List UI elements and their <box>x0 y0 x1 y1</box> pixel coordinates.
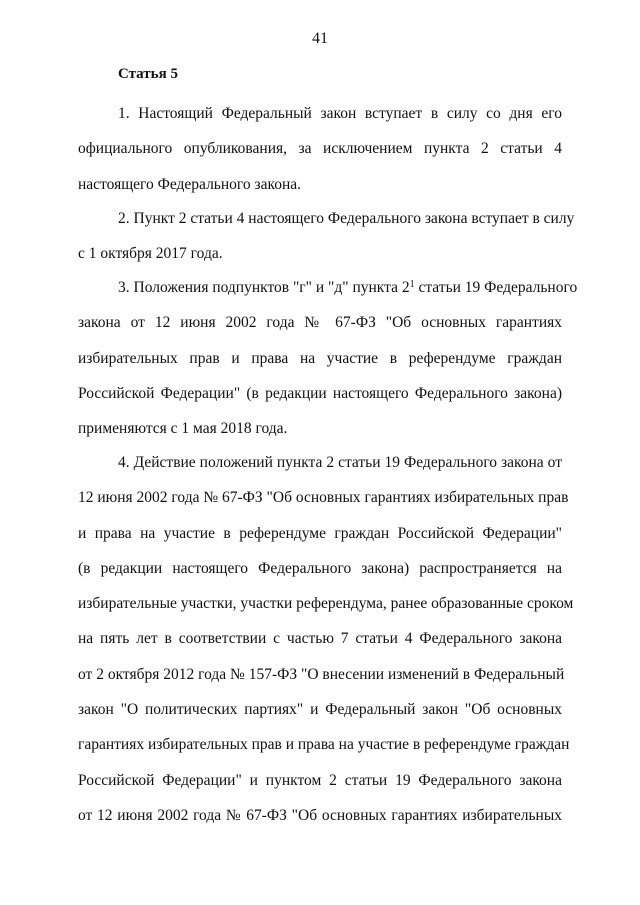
article-title: Статья 5 <box>118 66 178 82</box>
line-text: 3. Положения подпунктов "г" и "д" пункта 2 <box>118 279 410 296</box>
paragraph-line <box>78 270 578 305</box>
paragraph-3 <box>78 270 578 446</box>
paragraph-line: настоящего Федерального закона. <box>78 175 302 193</box>
paragraph-line: Российской Федерации" и пунктом 2 статьи 19 Федерального закона <box>78 771 562 789</box>
paragraph-line: 4. Действие положений пункта 2 статьи 19 Федерального закона от <box>118 454 562 471</box>
paragraph-line: и права на участие в референдуме граждан Российской Федерации" <box>78 524 562 542</box>
paragraph-line: от 2 октября 2012 года № 157-ФЗ "О внесении изменений в Федеральный <box>78 665 565 683</box>
page-number: 41 <box>312 30 328 47</box>
paragraph-line: от 12 июня 2002 года № 67-ФЗ "Об основных гарантиях избирательных <box>78 806 562 824</box>
paragraph-1 <box>78 96 562 202</box>
paragraph-line: (в редакции настоящего Федерального закона) распространяется на <box>78 559 562 577</box>
paragraph-line: 2. Пункт 2 статьи 4 настоящего Федерального закона вступает в силу <box>118 210 575 227</box>
paragraph-line: на пять лет в соответствии с частью 7 статьи 4 Федерального закона <box>78 630 562 648</box>
paragraph-line: с 1 октября 2017 года. <box>78 245 223 263</box>
paragraph-line: Российской Федерации" (в редакции настоящего Федерального закона) <box>78 384 562 402</box>
paragraph-line: официального опубликования, за исключением пункта 2 статьи 4 <box>78 140 562 158</box>
paragraph-line: применяются с 1 мая 2018 года. <box>78 420 288 438</box>
paragraph-line: избирательные участки, участки референдума, ранее образованные сроком <box>78 595 574 613</box>
paragraph-2 <box>78 201 575 272</box>
paragraph-line: закон "О политических партиях" и Федеральный закон "Об основных <box>78 701 562 719</box>
paragraph-4 <box>78 445 574 833</box>
paragraph-line: 1. Настоящий Федеральный закон вступает в силу со дня его <box>118 105 562 122</box>
paragraph-line: гарантиях избирательных прав и права на участие в референдуме граждан <box>78 736 570 754</box>
paragraph-line: 12 июня 2002 года № 67-ФЗ "Об основных гарантиях избирательных прав <box>78 489 569 507</box>
line-text: статьи 19 Федерального <box>414 279 578 296</box>
paragraph-line: избирательных прав и права на участие в референдуме граждан <box>78 349 562 367</box>
paragraph-line: закона от 12 июня 2002 года № 67-ФЗ "Об основных гарантиях <box>78 314 562 332</box>
superscript: 1 <box>409 279 415 290</box>
